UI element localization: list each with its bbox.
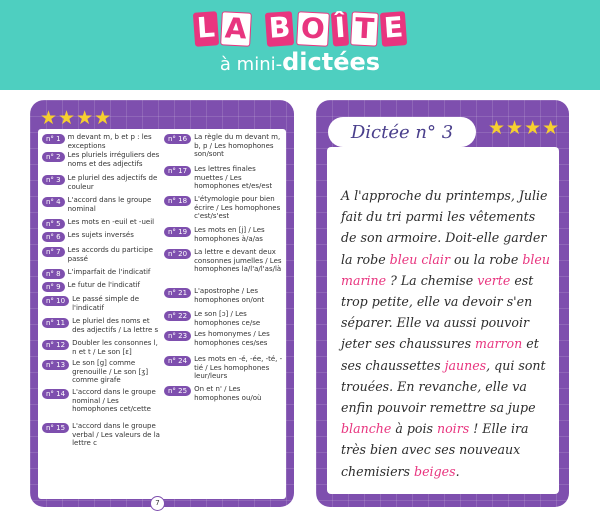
dictation-segment: ! Elle ira très bien avec ses nouveaux chemisiers bbox=[341, 421, 529, 479]
dictation-title-pill bbox=[328, 117, 476, 147]
list-item bbox=[164, 287, 284, 304]
dictation-topic: Le futur de l'indicatif bbox=[67, 281, 141, 289]
list-item bbox=[164, 165, 284, 191]
dictation-number-badge: n° 20 bbox=[164, 249, 191, 259]
color-word: noirs bbox=[436, 421, 470, 437]
list-item bbox=[164, 248, 284, 274]
dictation-segment: ou la robe bbox=[449, 251, 523, 267]
logo-letter: T bbox=[350, 11, 379, 46]
list-item bbox=[42, 388, 162, 414]
dictation-number-badge: n° 8 bbox=[42, 269, 65, 279]
dictation-number-badge: n° 19 bbox=[164, 227, 191, 237]
dictation-topic: L'apostrophe / Les homophones on/ont bbox=[194, 287, 265, 304]
dictation-topic: On et n' / Les homophones ou/où bbox=[194, 385, 262, 402]
dictation-text bbox=[341, 185, 551, 482]
dictation-segment: , qui sont trouées. En revanche, elle va enfin pouvoir remettre sa jupe bbox=[341, 357, 546, 416]
contents-card bbox=[30, 100, 294, 507]
list-item bbox=[42, 133, 162, 150]
dictation-segment: . bbox=[455, 463, 460, 479]
dictation-number-badge: n° 15 bbox=[42, 423, 69, 433]
list-item bbox=[42, 295, 162, 312]
dictation-number-badge: n° 17 bbox=[164, 166, 191, 176]
list-item bbox=[164, 330, 284, 347]
dictation-topic: Les homonymes / Les homophones ces/ses bbox=[194, 330, 270, 347]
list-item bbox=[42, 268, 162, 279]
dictation-number-badge: n° 1 bbox=[42, 134, 65, 144]
list-item bbox=[42, 231, 162, 242]
dictation-topic: Le pluriel des noms et des adjectifs / La lettre s bbox=[72, 317, 159, 334]
list-item bbox=[164, 226, 284, 243]
list-item bbox=[42, 246, 162, 263]
dictation-number-badge: n° 7 bbox=[42, 247, 65, 257]
dictation-topic: m devant m, b et p : les exceptions bbox=[67, 133, 152, 150]
logo-subtitle bbox=[0, 48, 600, 76]
color-word: blanche bbox=[341, 421, 392, 437]
difficulty-stars: ★★★★ bbox=[40, 107, 113, 129]
color-word: verte bbox=[477, 272, 511, 288]
list-item bbox=[164, 385, 284, 402]
logo-letter: A bbox=[220, 11, 251, 47]
dictation-topic: Le pluriel des adjectifs de couleur bbox=[67, 174, 158, 191]
logo-title bbox=[0, 12, 600, 46]
dictation-topic: Les accords du participe passé bbox=[67, 246, 153, 263]
list-item bbox=[164, 195, 284, 221]
dictation-number-badge: n° 21 bbox=[164, 288, 191, 298]
dictation-segment: ? La chemise bbox=[386, 272, 478, 288]
dictation-number-badge: n° 9 bbox=[42, 282, 65, 292]
header-banner bbox=[0, 0, 600, 90]
color-word: bleu marine bbox=[341, 251, 550, 288]
logo-letter: O bbox=[296, 11, 330, 47]
dictation-topic: Les sujets inversés bbox=[67, 231, 134, 239]
dictation-number-badge: n° 24 bbox=[164, 356, 191, 366]
dictation-topic: Le son [ɔ] / Les homophones ce/se bbox=[194, 310, 261, 327]
difficulty-stars: ★★★★ bbox=[488, 117, 561, 139]
dictation-topic: L'accord dans le groupe nominal bbox=[67, 196, 152, 213]
list-item bbox=[42, 218, 162, 229]
dictation-number-badge: n° 16 bbox=[164, 134, 191, 144]
list-item bbox=[42, 359, 162, 385]
dictation-segment: à pois bbox=[391, 421, 437, 437]
dictation-number-badge: n° 22 bbox=[164, 311, 191, 321]
dictation-number-badge: n° 5 bbox=[42, 219, 65, 229]
list-item bbox=[164, 133, 284, 159]
dictation-topic: La règle du m devant m, b, p / Les homophones son/sont bbox=[194, 133, 281, 158]
dictation-topic: L'accord dans le groupe nominal / Les homophones cet/cette bbox=[72, 388, 156, 413]
dictation-number-badge: n° 13 bbox=[42, 360, 69, 370]
dictation-topic: L'imparfait de l'indicatif bbox=[67, 268, 151, 276]
dictation-card bbox=[316, 100, 569, 507]
dictation-number-badge: n° 3 bbox=[42, 175, 65, 185]
logo-letter: B bbox=[265, 11, 295, 47]
dictation-number-badge: n° 4 bbox=[42, 197, 65, 207]
dictation-number-badge: n° 10 bbox=[42, 296, 69, 306]
dictation-segment: est trop petite, elle va devoir s'en séparer. Elle va aussi pouvoir jeter ses chaussures bbox=[341, 272, 534, 352]
dictation-number-badge: n° 14 bbox=[42, 389, 69, 399]
dictation-number-badge: n° 2 bbox=[42, 152, 65, 162]
dictation-number-badge: n° 11 bbox=[42, 318, 69, 328]
subtitle-prefix: à mini- bbox=[219, 54, 283, 75]
dictation-title: Dictée n° 3 bbox=[350, 121, 454, 143]
dictation-number-badge: n° 6 bbox=[42, 232, 65, 242]
dictation-segment: et ses chaussettes bbox=[341, 336, 539, 373]
list-item bbox=[42, 151, 162, 168]
list-item bbox=[164, 310, 284, 327]
dictation-topic: Doubler les consonnes l, n et t / Le son [ɛ] bbox=[72, 339, 158, 356]
list-item bbox=[42, 422, 162, 448]
dictation-topic: L'accord dans le groupe verbal / Les valeurs de la lettre c bbox=[72, 422, 160, 447]
subtitle-main: dictées bbox=[282, 48, 381, 76]
dictation-topic: Le son [g] comme grenouille / Le son [ʒ] comme girafe bbox=[72, 359, 149, 384]
list-item bbox=[42, 339, 162, 356]
color-word: bleu clair bbox=[389, 251, 450, 267]
dictation-topic: Les mots en [j] / Les homophones à/a/as bbox=[194, 226, 265, 243]
logo-letter: Î bbox=[330, 11, 349, 46]
list-item bbox=[42, 281, 162, 292]
list-item bbox=[42, 196, 162, 213]
color-word: marron bbox=[475, 336, 523, 352]
dictation-topic: L'étymologie pour bien écrire / Les homophones c'est/s'est bbox=[194, 195, 281, 220]
dictation-segment: A l'approche du printemps, Julie fait du tri parmi les vêtements de son armoire. Doit-elle garder la robe bbox=[341, 188, 548, 267]
dictation-topic: Le passé simple de l'indicatif bbox=[72, 295, 140, 312]
dictation-number-badge: n° 25 bbox=[164, 386, 191, 396]
dictation-topic: La lettre e devant deux consonnes jumelles / Les homophones la/l'a/l'as/là bbox=[194, 248, 282, 273]
logo-letter: E bbox=[380, 11, 407, 47]
dictation-number-badge: n° 23 bbox=[164, 331, 191, 341]
logo-letter: L bbox=[193, 11, 219, 47]
dictation-number-badge: n° 12 bbox=[42, 340, 69, 350]
list-item bbox=[42, 317, 162, 334]
page-number: 7 bbox=[150, 496, 165, 511]
dictation-topic: Les pluriels irréguliers des noms et des adjectifs bbox=[67, 151, 160, 168]
dictation-topic: Les mots en -é, -ée, -té, -tié / Les homophones leur/leurs bbox=[194, 355, 283, 380]
contents-panel bbox=[38, 129, 286, 499]
dictation-topic: Les lettres finales muettes / Les homophones et/es/est bbox=[194, 165, 273, 190]
list-item bbox=[42, 174, 162, 191]
dictation-number-badge: n° 18 bbox=[164, 196, 191, 206]
dictation-topic: Les mots en -euil et -ueil bbox=[67, 218, 155, 226]
color-word: jaunes bbox=[444, 357, 487, 373]
list-item bbox=[164, 355, 284, 381]
color-word: beiges bbox=[414, 463, 456, 479]
dictation-panel bbox=[327, 147, 559, 494]
